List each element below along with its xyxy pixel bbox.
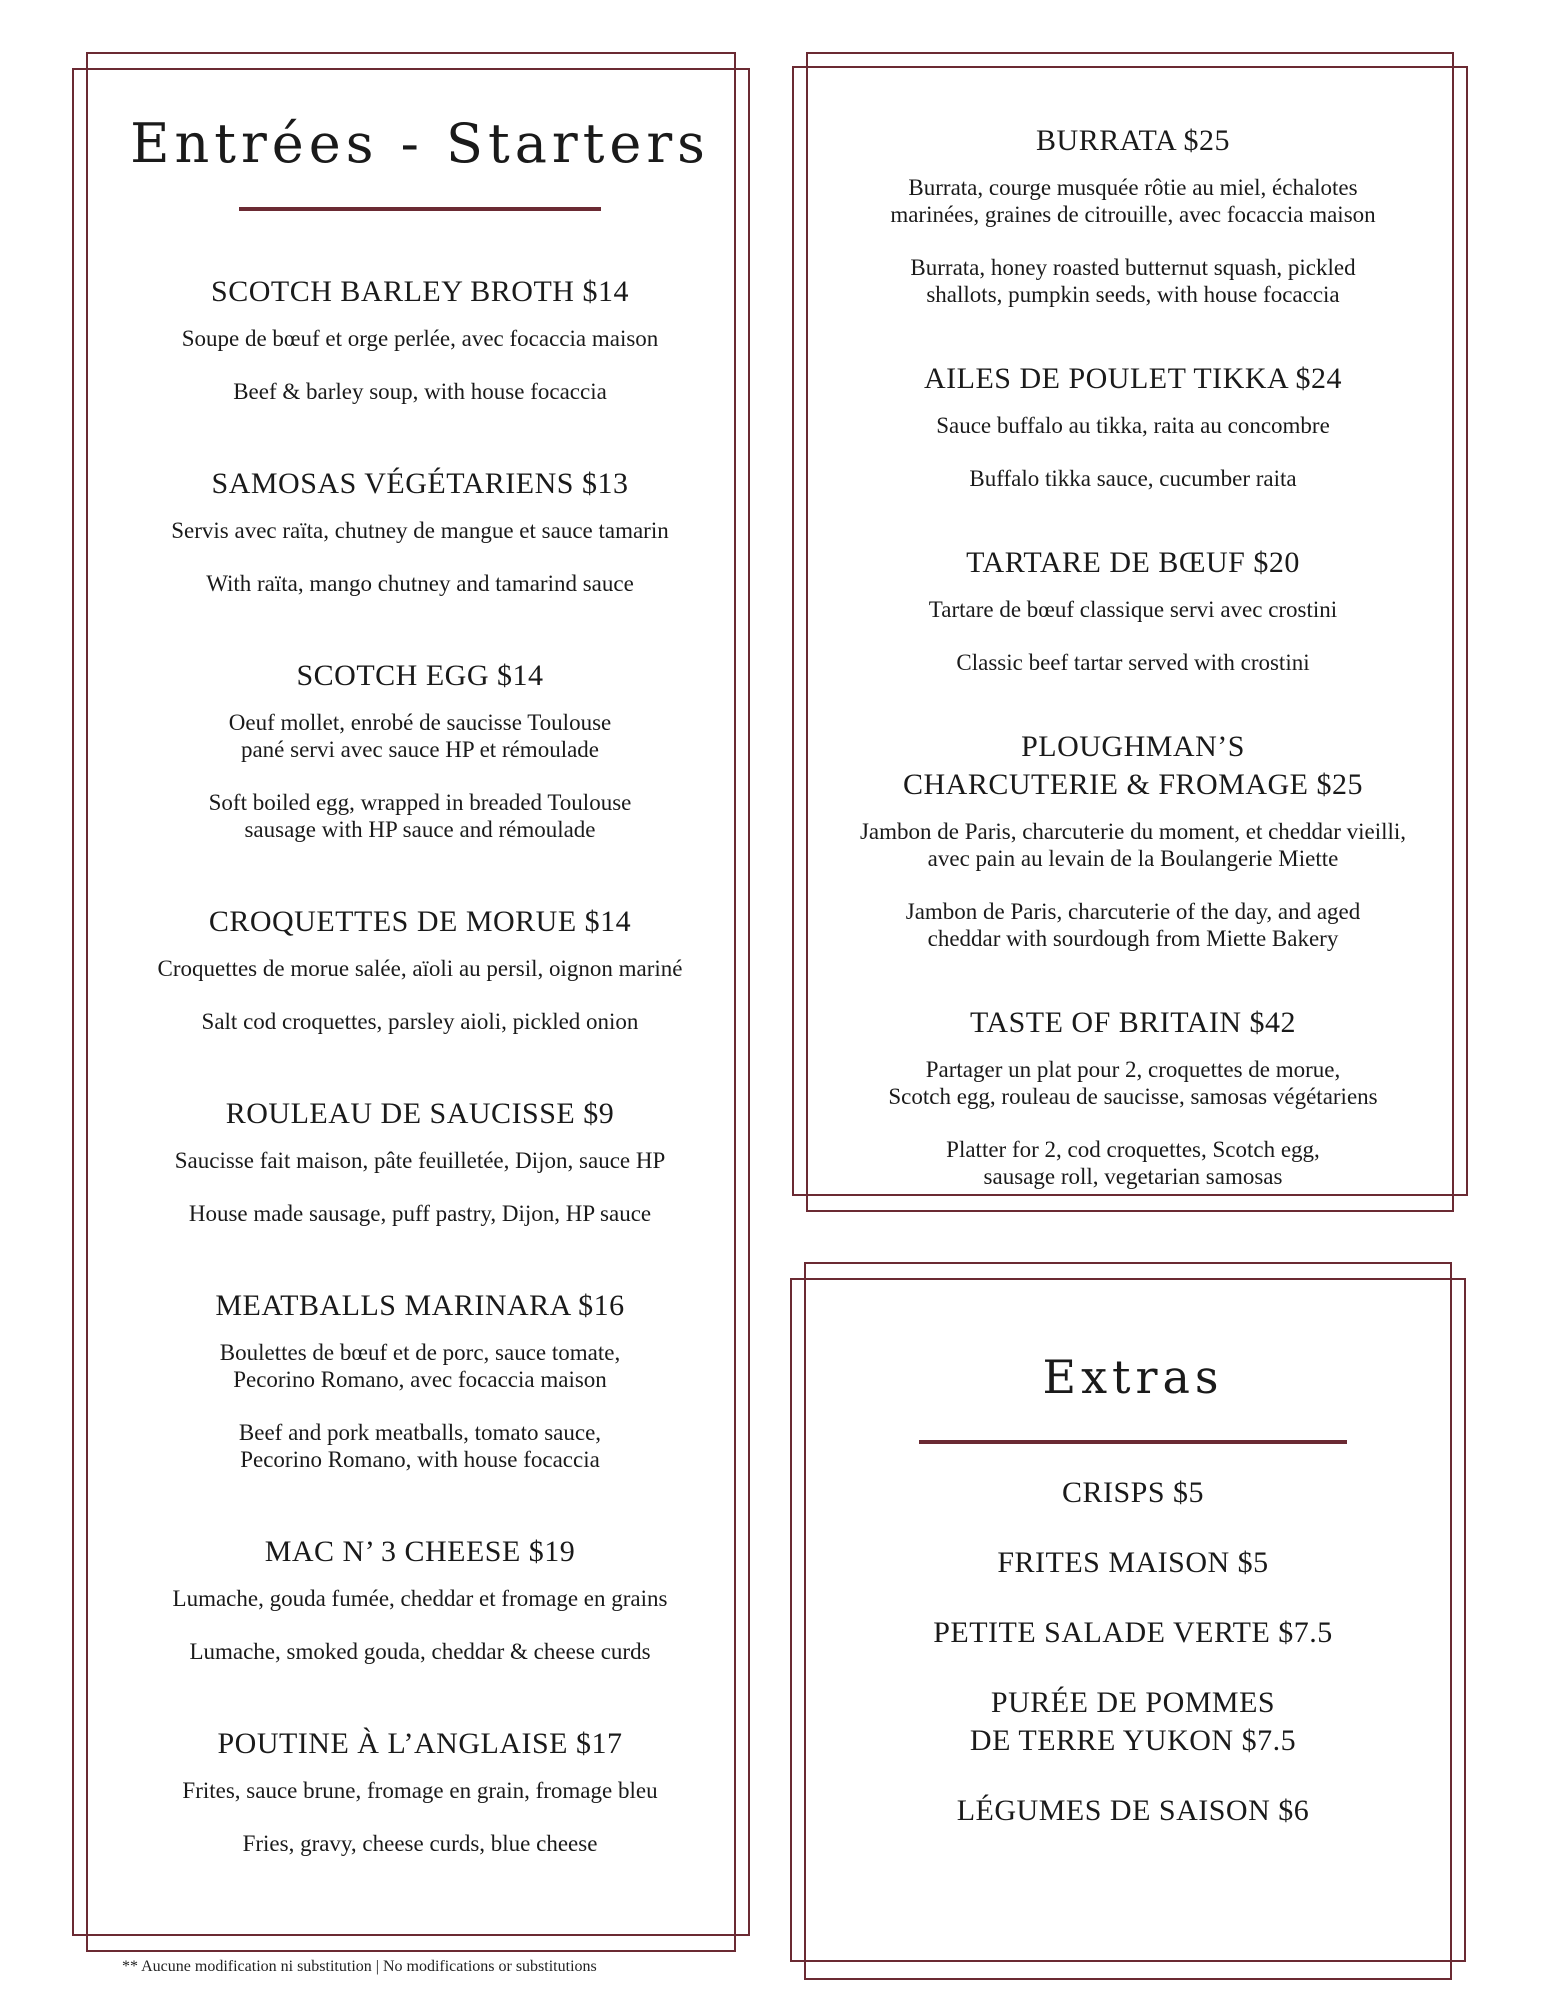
footnote: ** Aucune modification ni substitution | No modifications or substitutions	[122, 1958, 597, 1975]
description-english	[810, 898, 1456, 952]
description-line: Pecorino Romano, with house focaccia	[240, 1447, 600, 1472]
menu-item	[100, 1533, 740, 1665]
description-line: Boulettes de bœuf et de porc, sauce tomate,	[219, 1340, 621, 1365]
description-english	[100, 378, 740, 405]
description-line: Servis avec raïta, chutney de mangue et sauce tamarin	[171, 518, 669, 543]
menu-item-name: SCOTCH EGG $14	[296, 659, 544, 692]
description-french	[810, 818, 1456, 872]
menu-item-name-line: TASTE OF BRITAIN $42	[969, 1006, 1297, 1039]
extra-item	[808, 1792, 1458, 1830]
extra-item-line: LÉGUMES DE SAISON $6	[956, 1794, 1310, 1827]
menu-item	[810, 360, 1456, 492]
description-line: Fries, gravy, cheese curds, blue cheese	[242, 1831, 598, 1856]
description-line: Burrata, honey roasted butternut squash, pickled	[910, 255, 1356, 280]
description-english	[100, 570, 740, 597]
extra-item-line: PETITE SALADE VERTE $7.5	[933, 1616, 1333, 1649]
menu-item	[810, 1004, 1456, 1190]
menu-item	[810, 122, 1456, 308]
description-line: avec pain au levain de la Boulangerie Miette	[927, 846, 1339, 871]
menu-item-name	[810, 360, 1456, 398]
description-line: Salt cod croquettes, parsley aioli, pickled onion	[201, 1009, 639, 1034]
menu-item-name-line: AILES DE POULET TIKKA $24	[923, 362, 1343, 395]
description-line: Buffalo tikka sauce, cucumber raita	[969, 466, 1297, 491]
description-line: Frites, sauce brune, fromage en grain, fromage bleu	[182, 1778, 658, 1803]
menu-item	[100, 657, 740, 843]
description-line: Jambon de Paris, charcuterie du moment, et cheddar vieilli,	[859, 819, 1407, 844]
description-line: Soupe de bœuf et orge perlée, avec focaccia maison	[181, 326, 659, 351]
description-english	[100, 1008, 740, 1035]
description-french	[810, 412, 1456, 439]
description-french	[100, 709, 740, 763]
description-line: shallots, pumpkin seeds, with house focaccia	[926, 282, 1340, 307]
extras-title-rule	[919, 1440, 1347, 1444]
right-items-list	[810, 122, 1456, 1190]
menu-item-name: MEATBALLS MARINARA $16	[215, 1289, 625, 1322]
description-line: pané servi avec sauce HP et rémoulade	[240, 737, 600, 762]
description-line: Croquettes de morue salée, aïoli au persil, oignon mariné	[157, 956, 683, 981]
description-line: Lumache, gouda fumée, cheddar et fromage en grains	[172, 1586, 668, 1611]
description-french	[100, 1777, 740, 1804]
description-line: marinées, graines de citrouille, avec focaccia maison	[890, 202, 1376, 227]
description-french	[100, 1585, 740, 1612]
extra-item	[808, 1614, 1458, 1652]
starters-panel	[100, 112, 740, 1917]
description-english	[100, 1638, 740, 1665]
description-line: House made sausage, puff pastry, Dijon, HP sauce	[188, 1201, 652, 1226]
description-line: Platter for 2, cod croquettes, Scotch egg,	[946, 1137, 1320, 1162]
menu-item-name-line: BURRATA $25	[1036, 124, 1230, 157]
description-line: Jambon de Paris, charcuterie of the day, and aged	[905, 899, 1361, 924]
menu-item	[100, 903, 740, 1035]
extra-item-line: CRISPS $5	[1061, 1476, 1205, 1509]
description-english	[810, 649, 1456, 676]
extra-item-line: FRITES MAISON $5	[997, 1546, 1269, 1579]
description-line: sausage with HP sauce and rémoulade	[244, 817, 596, 842]
description-english	[810, 465, 1456, 492]
menu-item-name: SCOTCH BARLEY BROTH $14	[211, 275, 629, 308]
extras-title: Extras	[1042, 1350, 1224, 1404]
menu-item	[810, 728, 1456, 952]
description-french	[810, 174, 1456, 228]
extra-item	[808, 1474, 1458, 1512]
description-french	[100, 517, 740, 544]
menu-item	[100, 1287, 740, 1473]
menu-item-name	[810, 728, 1456, 804]
description-line: With raïta, mango chutney and tamarind sauce	[206, 571, 634, 596]
menu-item-name: ROULEAU DE SAUCISSE $9	[225, 1097, 615, 1130]
description-english	[810, 254, 1456, 308]
menu-item-name-line: PLOUGHMAN’S	[1021, 730, 1245, 763]
description-line: Tartare de bœuf classique servi avec crostini	[928, 597, 1338, 622]
starters-title-rule	[239, 207, 601, 211]
menu-item	[100, 1095, 740, 1227]
description-french	[100, 1339, 740, 1393]
menu-item-name	[810, 1004, 1456, 1042]
menu-item	[100, 273, 740, 405]
description-french	[810, 1056, 1456, 1110]
menu-item	[100, 465, 740, 597]
description-line: Beef & barley soup, with house focaccia	[233, 379, 607, 404]
menu-item-name-line: TARTARE DE BŒUF $20	[966, 546, 1300, 579]
description-english	[100, 1200, 740, 1227]
description-line: Classic beef tartar served with crostini	[956, 650, 1310, 675]
mains-panel	[810, 122, 1456, 1242]
extra-item-line: PURÉE DE POMMES	[990, 1686, 1276, 1719]
menu-item	[810, 544, 1456, 676]
description-line: cheddar with sourdough from Miette Bakery	[927, 926, 1339, 951]
description-french	[100, 1147, 740, 1174]
menu-item-name	[810, 544, 1456, 582]
description-english	[100, 1419, 740, 1473]
extra-item	[808, 1544, 1458, 1582]
menu-item	[100, 1725, 740, 1857]
description-french	[100, 325, 740, 352]
description-line: Partager un plat pour 2, croquettes de morue,	[925, 1057, 1341, 1082]
starters-title: Entrées - Starters	[130, 112, 710, 175]
description-french	[100, 955, 740, 982]
menu-item-name-line: CHARCUTERIE & FROMAGE $25	[902, 768, 1364, 801]
extras-panel	[808, 1350, 1458, 1862]
description-line: Burrata, courge musquée rôtie au miel, échalotes	[908, 175, 1358, 200]
description-line: Pecorino Romano, avec focaccia maison	[233, 1367, 607, 1392]
description-line: Beef and pork meatballs, tomato sauce,	[238, 1420, 602, 1445]
description-english	[100, 1830, 740, 1857]
description-line: Sauce buffalo au tikka, raita au concombre	[936, 413, 1330, 438]
description-french	[810, 596, 1456, 623]
extra-item-line: DE TERRE YUKON $7.5	[969, 1724, 1297, 1757]
extras-list	[808, 1474, 1458, 1830]
description-line: Soft boiled egg, wrapped in breaded Toulouse	[208, 790, 632, 815]
description-line: sausage roll, vegetarian samosas	[983, 1164, 1283, 1189]
description-line: Lumache, smoked gouda, cheddar & cheese curds	[189, 1639, 651, 1664]
menu-item-name	[810, 122, 1456, 160]
extra-item	[808, 1684, 1458, 1760]
description-line: Saucisse fait maison, pâte feuilletée, Dijon, sauce HP	[174, 1148, 666, 1173]
menu-item-name: SAMOSAS VÉGÉTARIENS $13	[211, 467, 629, 500]
starters-list	[100, 273, 740, 1857]
description-line: Scotch egg, rouleau de saucisse, samosas végétariens	[888, 1084, 1378, 1109]
menu-item-name: POUTINE À L’ANGLAISE $17	[217, 1727, 623, 1760]
menu-item-name: CROQUETTES DE MORUE $14	[208, 905, 632, 938]
description-english	[810, 1136, 1456, 1190]
menu-item-name: MAC N’ 3 CHEESE $19	[264, 1535, 576, 1568]
description-line: Oeuf mollet, enrobé de saucisse Toulouse	[228, 710, 612, 735]
description-english	[100, 789, 740, 843]
